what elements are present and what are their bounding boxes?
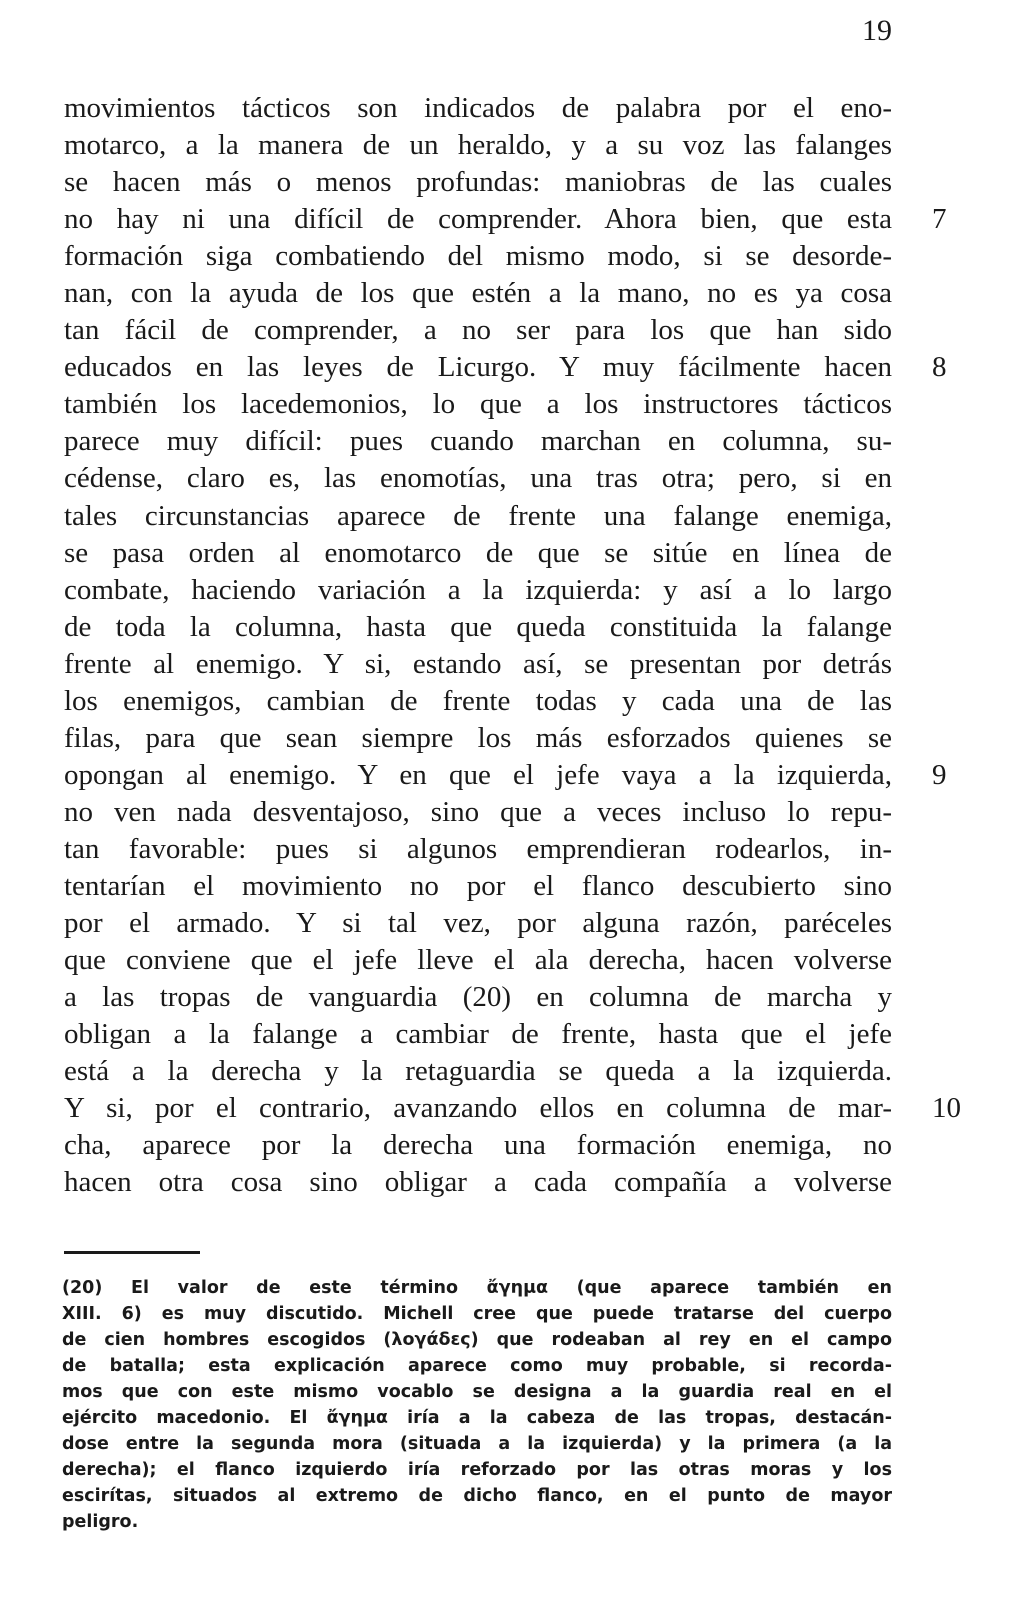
- text-line: [64, 683, 892, 720]
- text-line: [64, 349, 947, 386]
- text-line: [64, 498, 892, 535]
- text-line-content: a las tropas de vanguardia (20) en columna de marcha y: [64, 981, 892, 1014]
- text-line-content: por el armado. Y si tal vez, por alguna razón, paréceles: [64, 907, 892, 940]
- main-text: [64, 90, 961, 1201]
- text-line: [64, 868, 892, 905]
- text-line: [64, 1127, 892, 1164]
- text-line: [64, 609, 892, 646]
- text-line-content: Y si, por el contrario, avanzando ellos en columna de mar-: [64, 1092, 892, 1125]
- text-line-content: formación siga combatiendo del mismo modo, si se desorde-: [64, 240, 892, 273]
- text-line: [64, 1016, 892, 1053]
- text-line-content: frente al enemigo. Y si, estando así, se presentan por detrás: [64, 647, 892, 680]
- text-line-content: nan, con la ayuda de los que estén a la mano, no es ya cosa: [64, 277, 892, 310]
- text-line-content: se hacen más o menos profundas: maniobras de las cuales: [64, 166, 892, 199]
- text-line-content: también los lacedemonios, lo que a los instructores tácticos: [64, 388, 892, 421]
- text-line: [64, 1090, 961, 1127]
- text-line: [64, 312, 892, 349]
- text-line-content: no hay ni una difícil de comprender. Ahora bien, que esta: [64, 203, 892, 236]
- section-number: 10: [932, 1092, 961, 1125]
- text-line-content: hacen otra cosa sino obligar a cada compañía a volverse: [64, 1166, 892, 1199]
- text-line-content: se pasa orden al enomotarco de que se sitúe en línea de: [64, 536, 892, 569]
- text-line-content: cha, aparece por la derecha una formación enemiga, no: [64, 1129, 892, 1162]
- section-number: 9: [932, 758, 947, 791]
- footnote-line: (20) El valor de este término ἄγημα (que aparece también en: [62, 1278, 892, 1298]
- footnote-line: de batalla; esta explicación aparece como muy probable, si recorda-: [62, 1356, 892, 1376]
- text-line-content: obligan a la falange a cambiar de frente, hasta que el jefe: [64, 1018, 892, 1051]
- text-line-content: tan favorable: pues si algunos emprendieran rodearlos, in-: [64, 832, 892, 865]
- text-line-content: no ven nada desventajoso, sino que a veces incluso lo repu-: [64, 795, 892, 828]
- text-line-content: opongan al enemigo. Y en que el jefe vaya a la izquierda,: [64, 758, 892, 791]
- text-line: [64, 386, 892, 423]
- footnote-line: escirítas, situados al extremo de dicho flanco, en el punto de mayor: [62, 1486, 892, 1506]
- text-line: [64, 979, 892, 1016]
- footnote: [62, 1275, 892, 1535]
- text-line-content: motarco, a la manera de un heraldo, y a su voz las falanges: [64, 129, 892, 162]
- text-line: [64, 794, 892, 831]
- text-line-content: parece muy difícil: pues cuando marchan en columna, su-: [64, 425, 892, 458]
- page-number: 19: [862, 14, 892, 47]
- text-line: [64, 942, 892, 979]
- text-line: [64, 127, 892, 164]
- text-line: [64, 757, 947, 794]
- text-line: [64, 275, 892, 312]
- text-line: [64, 460, 892, 497]
- text-line: [64, 164, 892, 201]
- text-line-content: que conviene que el jefe lleve el ala derecha, hacen volverse: [64, 944, 892, 977]
- text-line: [64, 905, 892, 942]
- text-line: [64, 423, 892, 460]
- footnote-separator: [64, 1251, 200, 1254]
- section-number: 8: [932, 351, 947, 384]
- footnote-line: mos que con este mismo vocablo se designa a la guardia real en el: [62, 1382, 892, 1402]
- text-line: [64, 572, 892, 609]
- footnote-line: ejército macedonio. El ἄγημα iría a la cabeza de las tropas, destacán-: [62, 1408, 892, 1428]
- text-line: [64, 90, 892, 127]
- footnote-line: dose entre la segunda mora (situada a la izquierda) y la primera (a la: [62, 1434, 892, 1454]
- text-line: [64, 720, 892, 757]
- text-line-content: movimientos tácticos son indicados de palabra por el eno-: [64, 92, 892, 124]
- text-line-content: cédense, claro es, las enomotías, una tras otra; pero, si en: [64, 462, 892, 495]
- text-line: [64, 238, 892, 275]
- footnote-line: XIII. 6) es muy discutido. Michell cree que puede tratarse del cuerpo: [62, 1304, 892, 1324]
- text-line-content: tales circunstancias aparece de frente una falange enemiga,: [64, 499, 892, 532]
- text-line-content: de toda la columna, hasta que queda constituida la falange: [64, 610, 892, 643]
- text-line: [64, 1053, 892, 1090]
- text-line: [64, 535, 892, 572]
- footnote-line: de cien hombres escogidos (λογάδες) que rodeaban al rey en el campo: [62, 1330, 892, 1350]
- text-line: [64, 646, 892, 683]
- text-line-content: filas, para que sean siempre los más esforzados quienes se: [64, 721, 892, 754]
- text-line-content: tentarían el movimiento no por el flanco descubierto sino: [64, 869, 892, 902]
- text-line: [64, 1164, 892, 1201]
- section-number: 7: [932, 203, 947, 236]
- text-line-content: tan fácil de comprender, a no ser para los que han sido: [64, 314, 892, 347]
- text-line-content: los enemigos, cambian de frente todas y cada una de las: [64, 684, 892, 717]
- text-line: [64, 201, 947, 238]
- footnote-line: peligro.: [62, 1512, 139, 1532]
- text-line: [64, 831, 892, 868]
- text-line-content: educados en las leyes de Licurgo. Y muy fácilmente hacen: [64, 351, 892, 384]
- text-line-content: está a la derecha y la retaguardia se queda a la izquierda.: [64, 1055, 892, 1088]
- text-line-content: combate, haciendo variación a la izquierda: y así a lo largo: [64, 573, 892, 606]
- footnote-line: derecha); el flanco izquierdo iría reforzado por las otras moras y los: [62, 1460, 892, 1480]
